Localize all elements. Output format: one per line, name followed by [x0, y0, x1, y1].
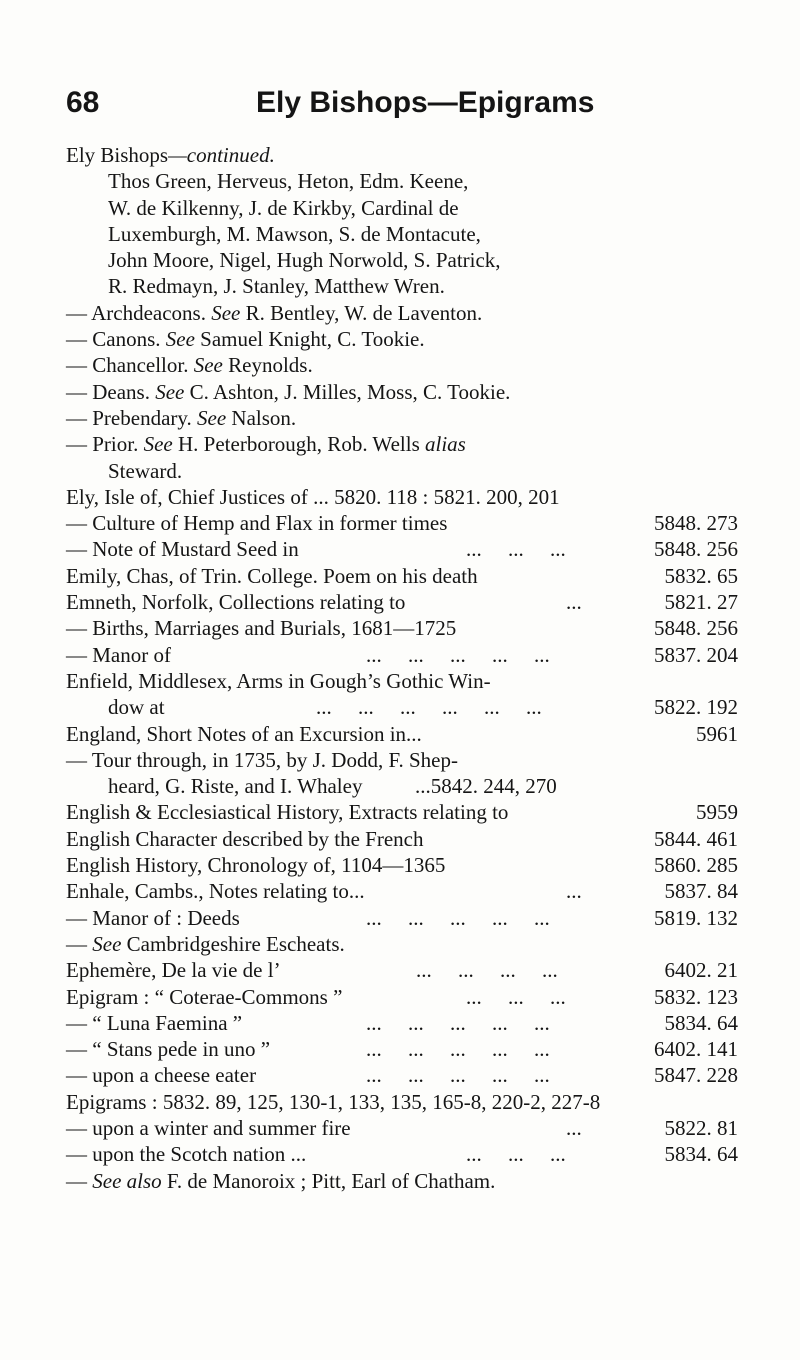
entry-text: — upon the Scotch nation ... — [66, 1142, 307, 1167]
entry-text: F. de Manoroix ; Pitt, Earl of Chatham. — [161, 1168, 496, 1193]
entry-text: See — [211, 300, 241, 325]
entry-text: Epigrams : 5832. 89, 125, 130-1, 133, 135, 165-8, 220-2, 227-8 — [66, 1089, 601, 1114]
entry-text: See — [92, 931, 122, 956]
index-line — [66, 168, 738, 194]
entry-reference: 5848. 273 — [654, 511, 738, 536]
leader-dots: ... — [566, 1115, 582, 1140]
index-line — [66, 615, 738, 641]
index-line — [66, 247, 738, 273]
entry-text: Ephemère, De la vie de l’ — [66, 958, 281, 983]
index-line — [66, 1089, 738, 1115]
entry-text: — Tour through, in 1735, by J. Dodd, F. Shep- — [66, 747, 458, 772]
entry-text: — upon a cheese eater — [66, 1063, 257, 1088]
leader-dots: ... — [566, 879, 582, 904]
index-line — [66, 984, 738, 1010]
entry-text: See — [165, 327, 195, 352]
entry-text: England, Short Notes of an Excursion in... — [66, 721, 422, 746]
leader-dots: ... ... ... — [466, 984, 566, 1009]
running-header — [66, 78, 746, 128]
entry-text: — “ Stans pede in uno ” — [66, 1037, 271, 1062]
page-number: 68 — [66, 86, 100, 119]
entry-reference: 5959 — [696, 800, 738, 825]
index-line — [66, 1010, 738, 1036]
entry-text: Samuel Knight, C. Tookie. — [194, 327, 425, 352]
entry-text: See — [193, 353, 223, 378]
entry-text: — Archdeacons. — [66, 300, 212, 325]
leader-dots: ... ... ... ... — [416, 958, 558, 983]
entry-reference: 5837. 204 — [654, 642, 738, 667]
entry-text: — Prebendary. — [66, 405, 198, 430]
entry-reference: 6402. 21 — [664, 958, 738, 983]
index-line — [66, 826, 738, 852]
entry-text: See — [143, 432, 173, 457]
entry-text: heard, G. Riste, and I. Whaley ...5842. 244, 270 — [108, 774, 557, 799]
index-line — [66, 1036, 738, 1062]
index-line — [66, 195, 738, 221]
index-line — [66, 931, 738, 957]
index-line — [66, 1115, 738, 1141]
entry-text: — — [66, 931, 93, 956]
entry-text: Enhale, Cambs., Notes relating to... — [66, 879, 365, 904]
index-line — [66, 563, 738, 589]
entry-text: H. Peterborough, Rob. Wells — [172, 432, 425, 457]
index-line — [66, 905, 738, 931]
index-line — [66, 221, 738, 247]
entry-text: Enfield, Middlesex, Arms in Gough’s Gothic Win- — [66, 668, 491, 693]
leader-dots: ... ... ... — [466, 1142, 566, 1167]
entry-text: — “ Luna Faemina ” — [66, 1010, 243, 1035]
page-title: Ely Bishops—Epigrams — [256, 86, 595, 119]
index-line — [66, 300, 738, 326]
leader-dots: ... ... ... ... ... — [366, 1063, 550, 1088]
entry-text: — — [66, 1168, 93, 1193]
index-line — [66, 878, 738, 904]
entry-text: Luxemburgh, M. Mawson, S. de Montacute, — [108, 221, 481, 246]
entry-text: — Prior. — [66, 432, 144, 457]
entry-text: — upon a winter and summer fire — [66, 1115, 351, 1140]
leader-dots: ... ... ... ... ... ... — [316, 695, 542, 720]
entry-reference: 5837. 84 — [664, 879, 738, 904]
entry-reference: 5832. 65 — [664, 563, 738, 588]
entry-text: Reynolds. — [222, 353, 313, 378]
leader-dots: ... ... ... ... ... — [366, 642, 550, 667]
index-line — [66, 668, 738, 694]
index-line — [66, 642, 738, 668]
index-line — [66, 1168, 738, 1194]
entry-text: — Manor of — [66, 642, 171, 667]
entry-text: R. Bentley, W. de Laventon. — [240, 300, 483, 325]
entry-reference: 5832. 123 — [654, 984, 738, 1009]
entry-text: dow at — [108, 695, 165, 720]
entry-reference: 5821. 27 — [664, 590, 738, 615]
index-line — [66, 142, 738, 168]
index-line — [66, 589, 738, 615]
entry-text: W. de Kilkenny, J. de Kirkby, Cardinal de — [108, 195, 459, 220]
entry-text: Steward. — [108, 458, 183, 483]
leader-dots: ... ... ... ... ... — [366, 1010, 550, 1035]
entry-text: —continued. — [168, 143, 275, 167]
index-line — [66, 799, 738, 825]
index-line — [66, 1062, 738, 1088]
entry-text: Ely, Isle of, Chief Justices of ... 5820. 118 : 5821. 200, 201 — [66, 484, 560, 509]
index-line — [66, 957, 738, 983]
entry-reference: 5961 — [696, 721, 738, 746]
entry-reference: 5847. 228 — [654, 1063, 738, 1088]
entry-reference: 5834. 64 — [664, 1010, 738, 1035]
index-line — [66, 379, 738, 405]
entry-text: Epigram : “ Coterae-Commons ” — [66, 984, 343, 1009]
index-line — [66, 721, 738, 747]
entry-reference: 5844. 461 — [654, 826, 738, 851]
index-entries — [66, 142, 738, 1194]
index-line — [66, 773, 738, 799]
entry-text: English Character described by the French — [66, 826, 424, 851]
entry-text: C. Ashton, J. Milles, Moss, C. Tookie. — [184, 379, 511, 404]
index-line — [66, 405, 738, 431]
index-line — [66, 694, 738, 720]
index-line — [66, 273, 738, 299]
entry-reference: 5822. 192 — [654, 695, 738, 720]
index-line — [66, 536, 738, 562]
entry-text: English History, Chronology of, 1104—1365 — [66, 853, 446, 878]
entry-reference: 5848. 256 — [654, 616, 738, 641]
entry-text: Emily, Chas, of Trin. College. Poem on his death — [66, 563, 478, 588]
entry-reference: 5834. 64 — [664, 1142, 738, 1167]
entry-text: English & Ecclesiastical History, Extracts relating to — [66, 800, 509, 825]
entry-text: alias — [425, 432, 466, 457]
entry-reference: 5848. 256 — [654, 537, 738, 562]
entry-text: Emneth, Norfolk, Collections relating to — [66, 590, 406, 615]
entry-text: John Moore, Nigel, Hugh Norwold, S. Patrick, — [108, 248, 501, 273]
entry-text: Nalson. — [226, 405, 297, 430]
entry-text: — Canons. — [66, 327, 166, 352]
entry-text: Thos Green, Herveus, Heton, Edm. Keene, — [108, 169, 469, 194]
entry-text: See — [155, 379, 185, 404]
leader-dots: ... ... ... ... ... — [366, 1037, 550, 1062]
index-line — [66, 510, 738, 536]
index-line — [66, 484, 738, 510]
entry-text: — Culture of Hemp and Flax in former times — [66, 511, 448, 536]
index-line — [66, 431, 738, 457]
leader-dots: ... ... ... ... ... — [366, 905, 550, 930]
entry-reference: 5819. 132 — [654, 905, 738, 930]
leader-dots: ... — [566, 590, 582, 615]
entry-text: See also — [92, 1168, 162, 1193]
leader-dots: ... ... ... — [466, 537, 566, 562]
index-line — [66, 1141, 738, 1167]
entry-reference: 5822. 81 — [664, 1115, 738, 1140]
index-line — [66, 852, 738, 878]
entry-text: See — [197, 405, 227, 430]
entry-text: — Chancellor. — [66, 353, 194, 378]
index-line — [66, 326, 738, 352]
entry-text: R. Redmayn, J. Stanley, Matthew Wren. — [108, 274, 445, 299]
index-line — [66, 458, 738, 484]
entry-text: Ely Bishops — [66, 143, 169, 167]
index-line — [66, 352, 738, 378]
index-line — [66, 747, 738, 773]
entry-text: — Manor of : Deeds — [66, 905, 240, 930]
entry-text: — Births, Marriages and Burials, 1681—1725 — [66, 616, 457, 641]
entry-reference: 5860. 285 — [654, 853, 738, 878]
entry-text: — Note of Mustard Seed in — [66, 537, 299, 562]
entry-reference: 6402. 141 — [654, 1037, 738, 1062]
entry-text: Cambridgeshire Escheats. — [121, 931, 345, 956]
entry-text: — Deans. — [66, 379, 156, 404]
